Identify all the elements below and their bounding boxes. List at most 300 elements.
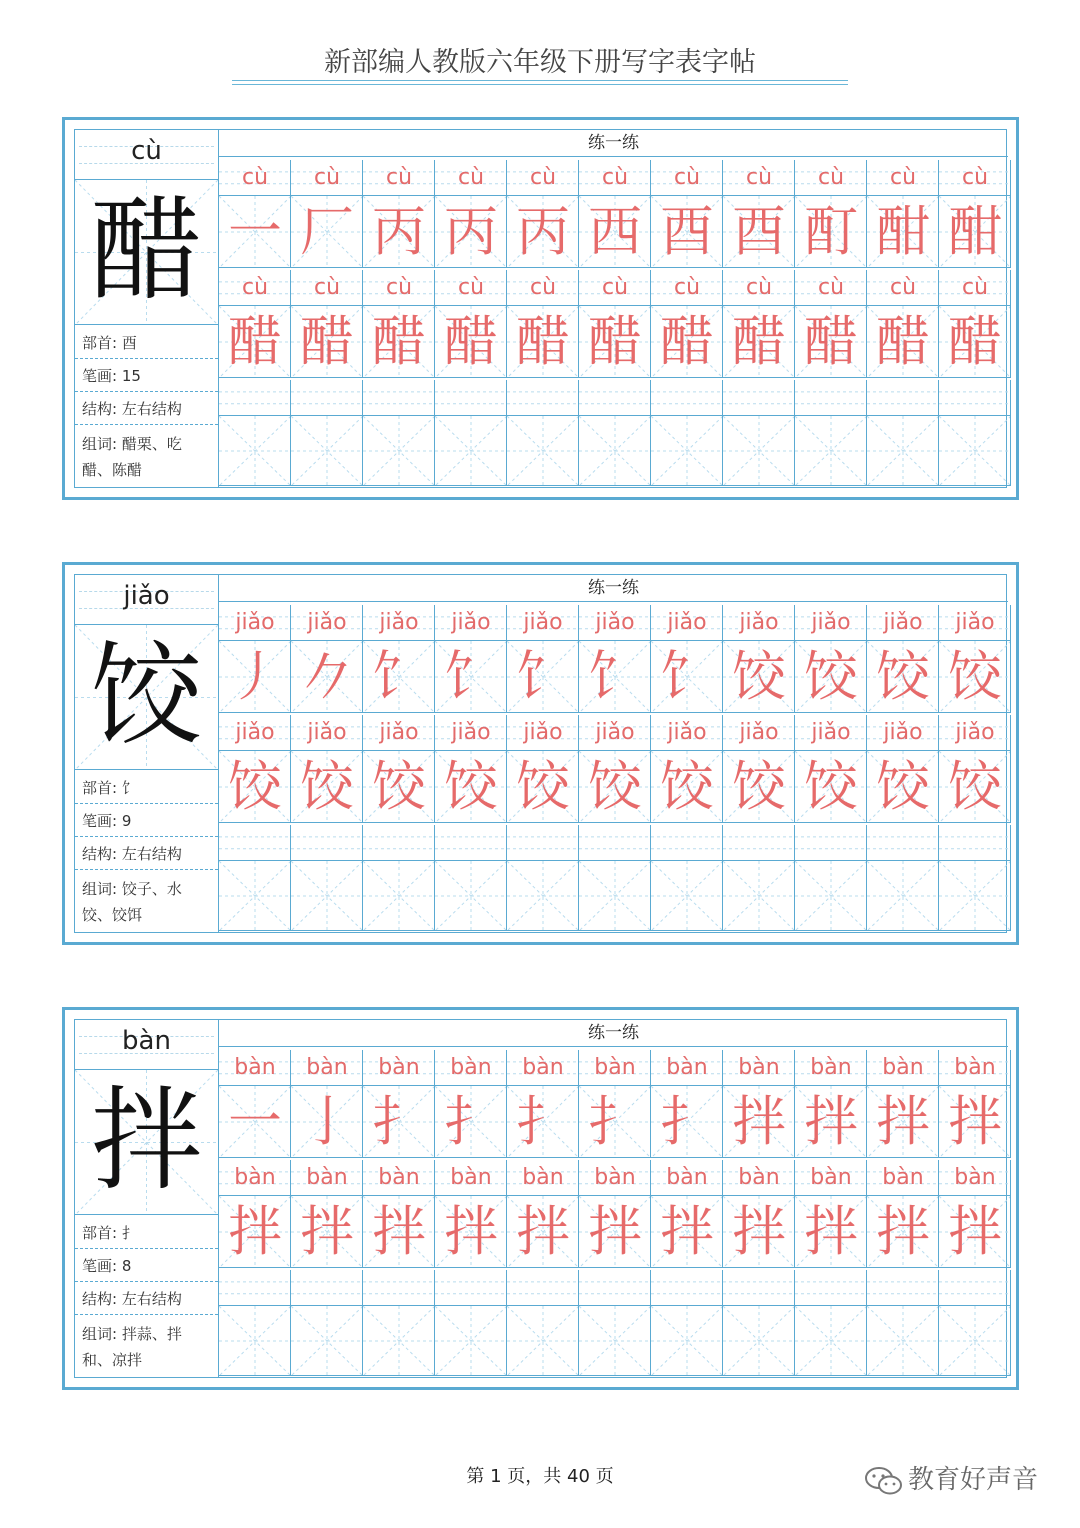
practice-character: 扌 [372, 1090, 426, 1153]
writing-cell[interactable] [291, 1306, 363, 1376]
practice-character: 饺 [876, 645, 930, 708]
practice-character: 丙 [516, 200, 570, 263]
practice-pinyin: jiǎo [667, 610, 707, 635]
practice-pinyin: cù [961, 165, 989, 190]
writing-cell[interactable] [723, 861, 795, 931]
pinyin-cell [939, 715, 1011, 751]
practice-pinyin: cù [817, 165, 845, 190]
pinyin-cell [291, 715, 363, 751]
pinyin-cell [291, 160, 363, 196]
writing-cell[interactable] [363, 196, 435, 268]
pinyin-cell [291, 1050, 363, 1086]
writing-cell[interactable] [723, 306, 795, 378]
pinyin-cell [219, 1270, 291, 1306]
writing-cell[interactable] [651, 306, 723, 378]
character-info-panel [75, 575, 219, 932]
pinyin-cell [939, 1160, 1011, 1196]
words-line-2: 醋、陈醋 [82, 461, 143, 479]
words-row [75, 870, 218, 932]
practice-character: 拌 [660, 1200, 714, 1263]
writing-cell[interactable] [651, 641, 723, 713]
practice-character: 醋 [300, 310, 354, 373]
pinyin-cell [795, 825, 867, 861]
practice-pinyin: jiǎo [883, 610, 923, 635]
writing-cell[interactable] [795, 306, 867, 378]
writing-cell[interactable] [939, 306, 1011, 378]
writing-cell[interactable] [867, 861, 939, 931]
writing-cell[interactable] [723, 641, 795, 713]
practice-pinyin: cù [241, 165, 269, 190]
writing-cell[interactable] [579, 306, 651, 378]
practice-pinyin: jiǎo [955, 720, 995, 745]
practice-pinyin: bàn [522, 1055, 564, 1080]
words-label: 组词: [82, 880, 122, 898]
writing-cell[interactable] [291, 641, 363, 713]
practice-pinyin: cù [529, 165, 557, 190]
words-line-2: 饺、饺饵 [82, 906, 143, 924]
main-character-box [75, 1070, 218, 1215]
practice-label: 练一练 [219, 130, 1008, 157]
pinyin-cell [507, 1050, 579, 1086]
pinyin-cell [795, 1160, 867, 1196]
pinyin-cell [795, 270, 867, 306]
practice-pinyin: bàn [234, 1165, 276, 1190]
pinyin-cell [435, 605, 507, 641]
writing-cell[interactable] [795, 196, 867, 268]
practice-character: 拌 [300, 1200, 354, 1263]
practice-pinyin: bàn [306, 1165, 348, 1190]
practice-character: 𠂊 [300, 645, 354, 708]
strokes-label: 笔画: [82, 1257, 122, 1275]
pinyin-cell [723, 1160, 795, 1196]
practice-pinyin: cù [673, 275, 701, 300]
writing-cell[interactable] [795, 641, 867, 713]
writing-cell[interactable] [723, 751, 795, 823]
writing-cell[interactable] [651, 1306, 723, 1376]
practice-pinyin: bàn [594, 1165, 636, 1190]
practice-character: 饣 [372, 645, 426, 708]
words-line-1: 饺子、水 [121, 880, 182, 898]
practice-character: 饺 [732, 755, 786, 818]
writing-cell[interactable] [219, 306, 291, 378]
writing-cell[interactable] [219, 1196, 291, 1268]
pinyin-cell [939, 380, 1011, 416]
practice-pinyin: jiǎo [307, 720, 347, 745]
practice-character: 饣 [444, 645, 498, 708]
writing-cell[interactable] [867, 196, 939, 268]
card-inner [74, 1019, 1007, 1378]
writing-cell[interactable] [723, 416, 795, 486]
writing-cell[interactable] [867, 1306, 939, 1376]
practice-character: 拌 [804, 1090, 858, 1153]
pinyin-cell [363, 1160, 435, 1196]
words-row [75, 425, 218, 487]
writing-cell[interactable] [579, 196, 651, 268]
writing-cell[interactable] [291, 306, 363, 378]
practice-character: 丿 [228, 645, 282, 708]
pinyin-cell [507, 605, 579, 641]
pinyin-cell [507, 1160, 579, 1196]
practice-pinyin: jiǎo [451, 610, 491, 635]
writing-cell[interactable] [795, 1306, 867, 1376]
words-label: 组词: [82, 435, 122, 453]
writing-cell[interactable] [507, 751, 579, 823]
pinyin-cell [291, 270, 363, 306]
pinyin-cell [579, 160, 651, 196]
writing-cell[interactable] [867, 751, 939, 823]
practice-character: 醋 [876, 310, 930, 373]
pinyin-cell [507, 270, 579, 306]
writing-cell[interactable] [507, 196, 579, 268]
pinyin-cell [723, 270, 795, 306]
writing-cell[interactable] [363, 1086, 435, 1158]
writing-cell[interactable] [579, 1086, 651, 1158]
writing-cell[interactable] [435, 306, 507, 378]
writing-cell[interactable] [651, 1196, 723, 1268]
main-pinyin: bàn [122, 1026, 171, 1056]
practice-pinyin: bàn [522, 1165, 564, 1190]
writing-cell[interactable] [867, 416, 939, 486]
pinyin-cell [651, 160, 723, 196]
writing-cell[interactable] [219, 751, 291, 823]
writing-cell[interactable] [651, 1086, 723, 1158]
main-character: 醋 [90, 186, 203, 316]
main-character: 饺 [90, 631, 203, 761]
writing-cell[interactable] [579, 641, 651, 713]
writing-cell[interactable] [939, 196, 1011, 268]
writing-cell[interactable] [363, 861, 435, 931]
structure-value: 左右结构 [121, 1290, 182, 1308]
writing-cell[interactable] [219, 1306, 291, 1376]
practice-character: 饺 [732, 645, 786, 708]
pinyin-cell [219, 160, 291, 196]
practice-pinyin: cù [529, 275, 557, 300]
page-number: 第 1 页，共 40 页 [466, 1466, 614, 1487]
pinyin-cell [363, 715, 435, 751]
words-label: 组词: [82, 1325, 122, 1343]
pinyin-cell [579, 825, 651, 861]
main-character-box [75, 625, 218, 770]
watermark-text: 教育好声音 [908, 1465, 1039, 1495]
watermark [864, 1462, 1064, 1498]
writing-cell[interactable] [435, 1196, 507, 1268]
writing-cell[interactable] [219, 196, 291, 268]
practice-pinyin: jiǎo [811, 610, 851, 635]
structure-row [75, 392, 218, 425]
pinyin-cell [291, 1160, 363, 1196]
pinyin-cell [651, 715, 723, 751]
practice-character: 酣 [948, 200, 1002, 263]
writing-cell[interactable] [579, 1306, 651, 1376]
practice-character: 丙 [444, 200, 498, 263]
practice-character: 拌 [228, 1200, 282, 1263]
pinyin-cell [651, 270, 723, 306]
writing-cell[interactable] [363, 1306, 435, 1376]
writing-cell[interactable] [435, 861, 507, 931]
practice-pinyin: cù [385, 275, 413, 300]
practice-character: 醋 [372, 310, 426, 373]
writing-cell[interactable] [435, 416, 507, 486]
practice-character: 醋 [948, 310, 1002, 373]
pinyin-cell [363, 605, 435, 641]
practice-pinyin: bàn [450, 1165, 492, 1190]
words-line-2: 和、凉拌 [82, 1351, 143, 1369]
practice-pinyin: jiǎo [595, 720, 635, 745]
writing-cell[interactable] [867, 306, 939, 378]
practice-character: 醋 [660, 310, 714, 373]
writing-cell[interactable] [435, 1306, 507, 1376]
structure-value: 左右结构 [121, 845, 182, 863]
writing-cell[interactable] [651, 751, 723, 823]
writing-cell[interactable] [939, 641, 1011, 713]
pinyin-cell [435, 1050, 507, 1086]
practice-character: 拌 [948, 1200, 1002, 1263]
practice-pinyin: jiǎo [523, 610, 563, 635]
practice-pinyin: bàn [666, 1165, 708, 1190]
strokes-value: 9 [121, 812, 132, 830]
writing-cell[interactable] [939, 751, 1011, 823]
writing-cell[interactable] [291, 416, 363, 486]
pinyin-cell [507, 1270, 579, 1306]
writing-cell[interactable] [867, 1086, 939, 1158]
pinyin-cell [363, 1050, 435, 1086]
pinyin-cell [867, 605, 939, 641]
practice-character: 饺 [444, 755, 498, 818]
pinyin-cell [579, 1270, 651, 1306]
practice-pinyin: jiǎo [883, 720, 923, 745]
writing-cell[interactable] [435, 641, 507, 713]
practice-pinyin: cù [457, 165, 485, 190]
practice-character: 亅 [300, 1090, 354, 1153]
practice-pinyin: bàn [738, 1055, 780, 1080]
pinyin-cell [651, 380, 723, 416]
practice-character: 饣 [660, 645, 714, 708]
character-card [62, 562, 1019, 945]
card-inner [74, 129, 1007, 488]
pinyin-cell [795, 1050, 867, 1086]
writing-cell[interactable] [435, 751, 507, 823]
writing-cell[interactable] [795, 1196, 867, 1268]
practice-pinyin: cù [313, 165, 341, 190]
pinyin-cell [579, 1050, 651, 1086]
writing-cell[interactable] [795, 751, 867, 823]
practice-character: 拌 [444, 1200, 498, 1263]
strokes-value: 8 [121, 1257, 132, 1275]
writing-cell[interactable] [363, 306, 435, 378]
pinyin-cell [219, 1050, 291, 1086]
writing-cell[interactable] [219, 416, 291, 486]
practice-grid [219, 130, 1008, 487]
pinyin-cell [867, 160, 939, 196]
pinyin-cell [291, 380, 363, 416]
writing-cell[interactable] [507, 1196, 579, 1268]
writing-cell[interactable] [939, 1086, 1011, 1158]
pinyin-cell [939, 605, 1011, 641]
writing-cell[interactable] [507, 861, 579, 931]
practice-pinyin: cù [241, 275, 269, 300]
practice-pinyin: cù [601, 275, 629, 300]
pinyin-cell [939, 1050, 1011, 1086]
writing-cell[interactable] [579, 751, 651, 823]
pinyin-cell [939, 160, 1011, 196]
practice-pinyin: cù [745, 165, 773, 190]
pinyin-cell [867, 1160, 939, 1196]
writing-cell[interactable] [579, 416, 651, 486]
practice-pinyin: jiǎo [523, 720, 563, 745]
pinyin-cell [867, 715, 939, 751]
writing-cell[interactable] [219, 1086, 291, 1158]
practice-character: 扌 [516, 1090, 570, 1153]
strokes-label: 笔画: [82, 812, 122, 830]
radical-value: 酉 [121, 334, 137, 352]
practice-pinyin: bàn [378, 1165, 420, 1190]
page-title: 新部编人教版六年级下册写字表字帖 [324, 47, 756, 78]
writing-cell[interactable] [291, 196, 363, 268]
structure-label: 结构: [82, 845, 122, 863]
practice-pinyin: cù [889, 165, 917, 190]
writing-cell[interactable] [219, 861, 291, 931]
practice-character: 醋 [516, 310, 570, 373]
pinyin-cell [507, 715, 579, 751]
practice-character: 饺 [372, 755, 426, 818]
pinyin-cell [723, 380, 795, 416]
main-character: 拌 [90, 1076, 203, 1206]
writing-cell[interactable] [435, 1086, 507, 1158]
writing-cell[interactable] [507, 306, 579, 378]
writing-cell[interactable] [723, 196, 795, 268]
radical-value: 扌 [121, 1224, 137, 1242]
pinyin-cell [579, 380, 651, 416]
pinyin-cell [219, 380, 291, 416]
pinyin-cell [723, 605, 795, 641]
writing-cell[interactable] [363, 751, 435, 823]
pinyin-cell [795, 605, 867, 641]
writing-cell[interactable] [723, 1086, 795, 1158]
pinyin-cell [939, 825, 1011, 861]
writing-cell[interactable] [579, 861, 651, 931]
writing-cell[interactable] [795, 1086, 867, 1158]
pinyin-cell [363, 270, 435, 306]
pinyin-box [75, 130, 218, 180]
writing-cell[interactable] [795, 861, 867, 931]
practice-character: 醋 [228, 310, 282, 373]
practice-character: 拌 [732, 1090, 786, 1153]
pinyin-cell [363, 1270, 435, 1306]
writing-cell[interactable] [723, 1196, 795, 1268]
wechat-icon [864, 1466, 904, 1496]
writing-cell[interactable] [939, 1306, 1011, 1376]
practice-character: 饺 [876, 755, 930, 818]
practice-character: 西 [588, 200, 642, 263]
pinyin-cell [795, 1270, 867, 1306]
pinyin-cell [939, 1270, 1011, 1306]
structure-row [75, 1282, 218, 1315]
words-row [75, 1315, 218, 1377]
pinyin-cell [795, 160, 867, 196]
practice-pinyin: cù [313, 275, 341, 300]
practice-character: 拌 [876, 1200, 930, 1263]
writing-cell[interactable] [867, 641, 939, 713]
card-inner [74, 574, 1007, 933]
pinyin-cell [435, 1160, 507, 1196]
pinyin-cell [723, 1270, 795, 1306]
practice-character: 饺 [948, 755, 1002, 818]
practice-pinyin: cù [745, 275, 773, 300]
pinyin-cell [291, 825, 363, 861]
practice-pinyin: bàn [882, 1165, 924, 1190]
practice-pinyin: jiǎo [955, 610, 995, 635]
character-info-panel [75, 1020, 219, 1377]
writing-cell[interactable] [291, 1086, 363, 1158]
pinyin-cell [363, 160, 435, 196]
title-rule-top [232, 80, 848, 81]
writing-cell[interactable] [939, 416, 1011, 486]
writing-cell[interactable] [219, 641, 291, 713]
radical-row [75, 771, 218, 804]
writing-cell[interactable] [507, 641, 579, 713]
main-pinyin: jiǎo [123, 581, 170, 611]
structure-value: 左右结构 [121, 400, 182, 418]
pinyin-box [75, 575, 218, 625]
writing-cell[interactable] [651, 196, 723, 268]
writing-cell[interactable] [507, 416, 579, 486]
pinyin-cell [507, 825, 579, 861]
practice-pinyin: bàn [810, 1055, 852, 1080]
pinyin-cell [867, 270, 939, 306]
pinyin-cell [291, 605, 363, 641]
writing-cell[interactable] [651, 416, 723, 486]
radical-label: 部首: [82, 334, 122, 352]
practice-character: 拌 [876, 1090, 930, 1153]
writing-cell[interactable] [651, 861, 723, 931]
practice-character: 饺 [804, 645, 858, 708]
writing-cell[interactable] [363, 416, 435, 486]
words-line-1: 醋栗、吃 [121, 435, 182, 453]
practice-pinyin: jiǎo [451, 720, 491, 745]
writing-cell[interactable] [579, 1196, 651, 1268]
strokes-label: 笔画: [82, 367, 122, 385]
writing-cell[interactable] [867, 1196, 939, 1268]
practice-pinyin: bàn [234, 1055, 276, 1080]
practice-character: 拌 [588, 1200, 642, 1263]
writing-cell[interactable] [723, 1306, 795, 1376]
writing-cell[interactable] [795, 416, 867, 486]
practice-character: 醋 [588, 310, 642, 373]
writing-cell[interactable] [435, 196, 507, 268]
writing-cell[interactable] [291, 861, 363, 931]
pinyin-cell [579, 715, 651, 751]
writing-cell[interactable] [939, 1196, 1011, 1268]
practice-pinyin: jiǎo [811, 720, 851, 745]
practice-character: 酣 [876, 200, 930, 263]
practice-pinyin: bàn [378, 1055, 420, 1080]
pinyin-cell [867, 380, 939, 416]
writing-cell[interactable] [363, 1196, 435, 1268]
practice-pinyin: jiǎo [379, 610, 419, 635]
writing-cell[interactable] [939, 861, 1011, 931]
writing-cell[interactable] [507, 1086, 579, 1158]
writing-cell[interactable] [291, 751, 363, 823]
pinyin-cell [795, 380, 867, 416]
main-pinyin: cù [131, 136, 162, 166]
writing-cell[interactable] [291, 1196, 363, 1268]
practice-character: 扌 [444, 1090, 498, 1153]
practice-pinyin: bàn [666, 1055, 708, 1080]
practice-character: 饺 [948, 645, 1002, 708]
writing-cell[interactable] [363, 641, 435, 713]
writing-cell[interactable] [507, 1306, 579, 1376]
practice-character: 酉 [732, 200, 786, 263]
